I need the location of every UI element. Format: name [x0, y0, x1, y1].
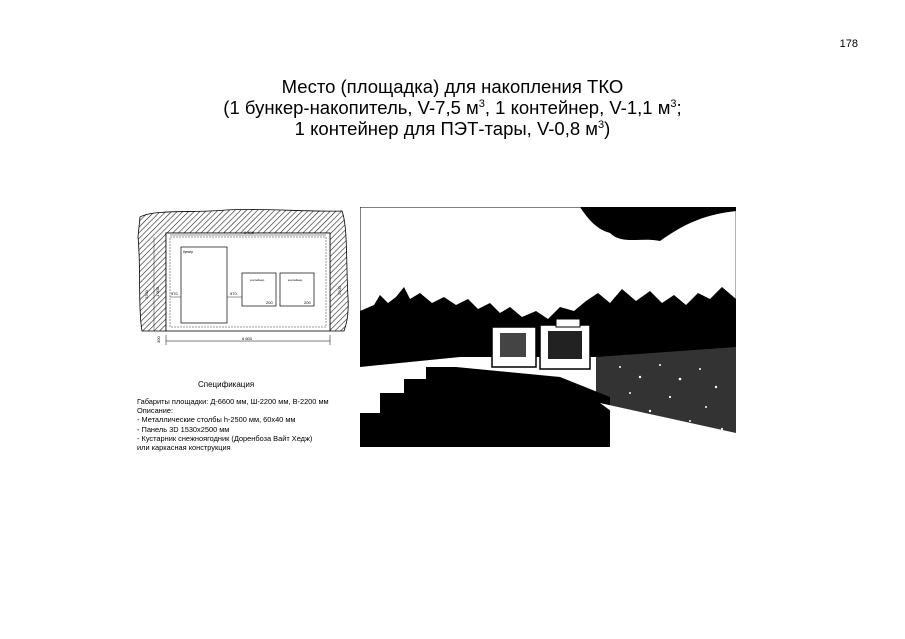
dim-right: 2200 [337, 286, 342, 295]
dim-left-bottom: 300 [156, 336, 161, 343]
title-line-3 [0, 118, 905, 139]
page-number: 178 [839, 38, 858, 50]
label-container-2: контейнер [288, 278, 303, 282]
spec-line: - Панель 3D 1530х2500 мм [137, 424, 230, 434]
title-line-1: Место (площадка) для накопления ТКО [281, 76, 624, 97]
title-text: (1 бункер-накопитель, V-7,5 м [223, 97, 479, 118]
title-text: ; [676, 97, 682, 118]
label-bunker: бункер [183, 250, 194, 254]
title-text: , 1 контейнер, V-1,1 м [484, 97, 671, 118]
title-text: 1 контейнер для ПЭТ-тары, V-0,8 м [294, 118, 599, 139]
dim-left-outer: 2200 [144, 290, 149, 299]
spec-line: Описание: [137, 406, 174, 416]
title-superscript: 3 [598, 119, 605, 131]
dim-left-inner: 1 900 [155, 286, 160, 297]
site-plan-drawing [136, 207, 350, 353]
spec-line: или каркасная конструкция [137, 443, 231, 453]
dim-570-left: 570 [171, 291, 178, 296]
bunker-outline [181, 247, 227, 323]
spec-title: Спецификация [198, 380, 255, 389]
title-superscript: 3 [670, 98, 677, 110]
dim-570-mid: 570 [230, 291, 237, 296]
dim-200-a: 200 [266, 300, 273, 305]
dim-bottom: 6 600 [242, 336, 253, 341]
document-title [0, 76, 905, 139]
spec-line: - Металлические столбы h-2500 мм, 60х40 мм [137, 415, 296, 425]
title-superscript: 3 [478, 98, 485, 110]
dim-200-b: 200 [304, 300, 311, 305]
site-photo [360, 207, 736, 447]
spec-body [137, 397, 329, 452]
dim-top: 6 400 [244, 230, 255, 235]
spec-line: Габариты площадки: Д-6600 мм, Ш-2200 мм, В-2200 мм [137, 397, 329, 406]
label-container-1: контейнер [250, 278, 265, 282]
title-line-2 [0, 97, 905, 118]
spec-line: - Кустарник снежноягодник (Доренбоза Вайт Хедж) [137, 433, 313, 443]
title-text: ) [604, 118, 611, 139]
